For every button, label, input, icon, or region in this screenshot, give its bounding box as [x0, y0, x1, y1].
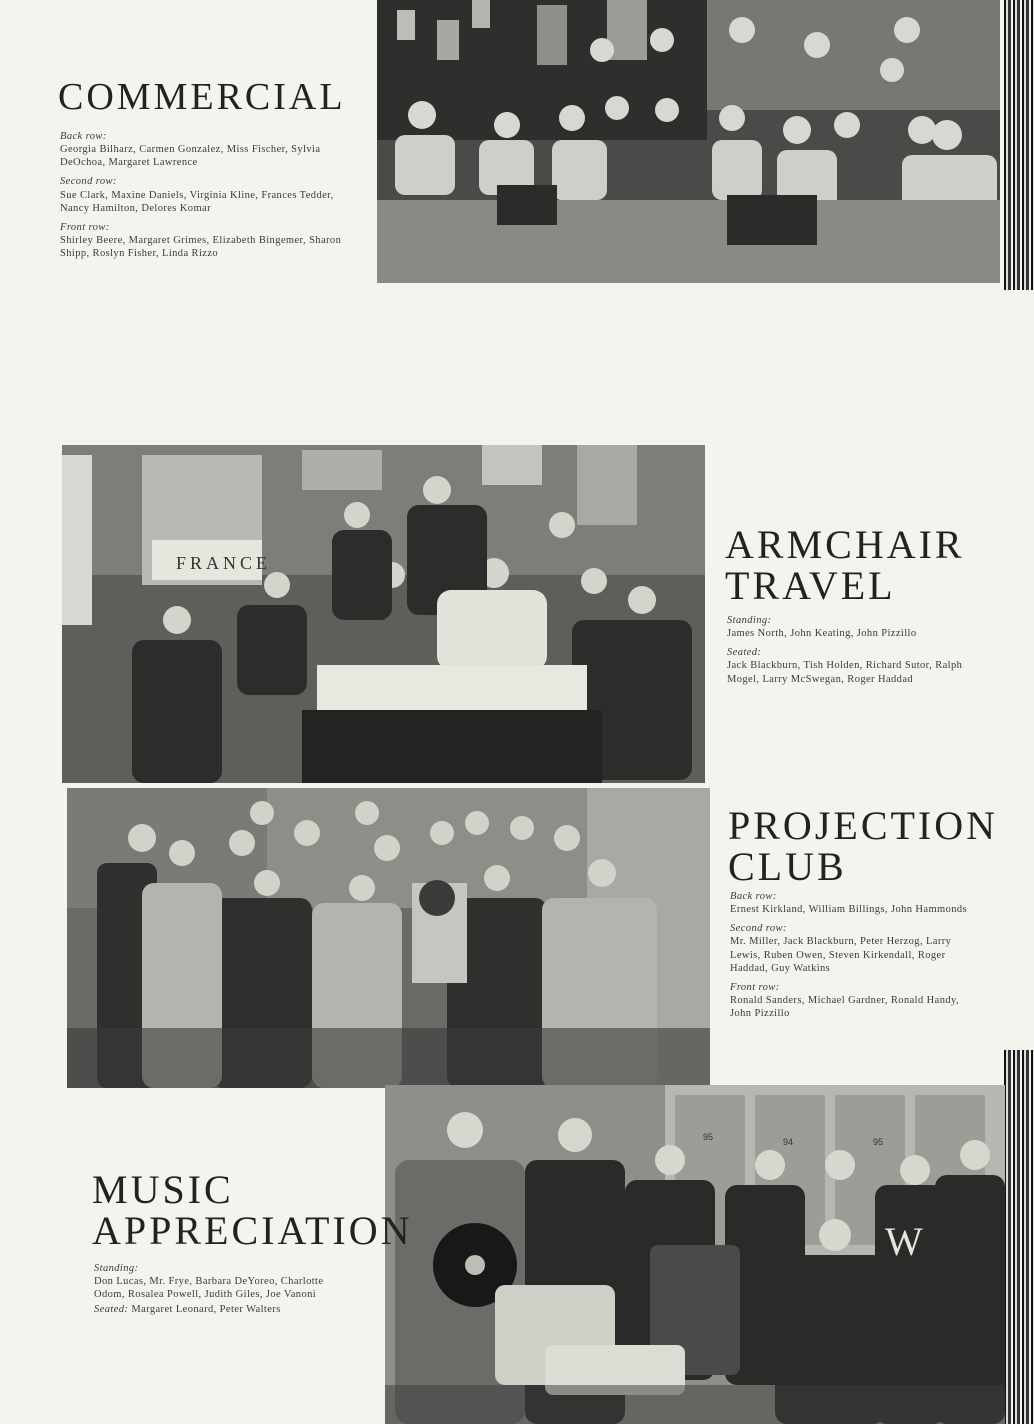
projection-front-row-names: Ronald Sanders, Michael Gardner, Ronald Handy, John Pizzillo: [730, 994, 959, 1019]
page-edge-strip-top: [1004, 0, 1034, 290]
music-standing-names: Don Lucas, Mr. Frye, Barbara DeYoreo, Charlotte Odom, Rosalea Powell, Judith Giles, Joe Vanoni: [94, 1276, 324, 1301]
locker-number-3: 95: [873, 1137, 884, 1147]
locker-number-2: 94: [783, 1137, 794, 1147]
commercial-front-row-label: Front row:: [60, 221, 110, 233]
commercial-caption: [60, 130, 345, 260]
armchair-travel-title: [725, 522, 965, 608]
commercial-photo: [377, 0, 1000, 283]
commercial-second-row-names: Sue Clark, Maxine Daniels, Virginia Kline, Frances Tedder, Nancy Hamilton, Delores Komar: [60, 189, 334, 214]
music-appreciation-photo-image: [385, 1085, 1005, 1424]
armchair-seated-names: Jack Blackburn, Tish Holden, Richard Sutor, Ralph Mogel, Larry McSwegan, Roger Haddad: [727, 660, 963, 685]
projection-club-title-line2: CLUB: [728, 843, 847, 889]
commercial-second-row-label: Second row:: [60, 176, 117, 188]
france-sign-text: FRANCE: [176, 553, 272, 573]
armchair-travel-caption: [727, 614, 972, 686]
commercial-title: COMMERCIAL: [58, 76, 346, 118]
armchair-travel-photo: [62, 445, 705, 783]
commercial-photo-image: [377, 0, 1000, 283]
music-seated-label: Seated:: [94, 1304, 129, 1316]
commercial-front-row-names: Shirley Beere, Margaret Grimes, Elizabeth Bingemer, Sharon Shipp, Roslyn Fisher, Linda Rizzo: [60, 234, 342, 259]
projection-back-row-label: Back row:: [730, 891, 777, 902]
projection-second-row-names: Mr. Miller, Jack Blackburn, Peter Herzog, Larry Lewis, Ruben Owen, Steven Kirkendall, Roger Haddad, Guy Watkins: [730, 936, 952, 974]
music-seated-names: Margaret Leonard, Peter Walters: [131, 1304, 281, 1316]
music-standing-label: Standing:: [94, 1263, 139, 1274]
armchair-seated-label: Seated:: [727, 647, 762, 659]
music-appreciation-title: [92, 1167, 413, 1253]
commercial-back-row-label: Back row:: [60, 131, 107, 142]
projection-back-row-names: Ernest Kirkland, William Billings, John Hammonds: [730, 904, 968, 916]
projection-club-photo-image: [67, 788, 710, 1088]
projection-second-row-label: Second row:: [730, 923, 787, 935]
armchair-travel-title-line2: TRAVEL: [725, 562, 896, 608]
music-appreciation-photo: [385, 1085, 1005, 1424]
music-appreciation-title-line2: APPRECIATION: [92, 1207, 413, 1253]
projection-front-row-label: Front row:: [730, 981, 780, 993]
armchair-travel-photo-image: [62, 445, 705, 783]
projection-club-photo: [67, 788, 710, 1088]
letterman-jacket-letter: W: [885, 1219, 923, 1264]
armchair-standing-label: Standing:: [727, 615, 772, 626]
locker-number-1: 95: [703, 1132, 714, 1142]
projection-club-title-line1: PROJECTION: [728, 803, 999, 848]
music-appreciation-title-line1: MUSIC: [92, 1167, 234, 1212]
projection-club-title: [728, 803, 999, 889]
music-appreciation-caption: [94, 1262, 339, 1317]
armchair-standing-names: James North, John Keating, John Pizzillo: [727, 628, 917, 640]
projection-club-caption: [730, 890, 975, 1020]
commercial-back-row-names: Georgia Bilharz, Carmen Gonzalez, Miss Fischer, Sylvia DeOchoa, Margaret Lawrence: [60, 144, 321, 169]
armchair-travel-title-line1: ARMCHAIR: [725, 522, 965, 567]
page-edge-strip-bottom: [1004, 1050, 1034, 1424]
